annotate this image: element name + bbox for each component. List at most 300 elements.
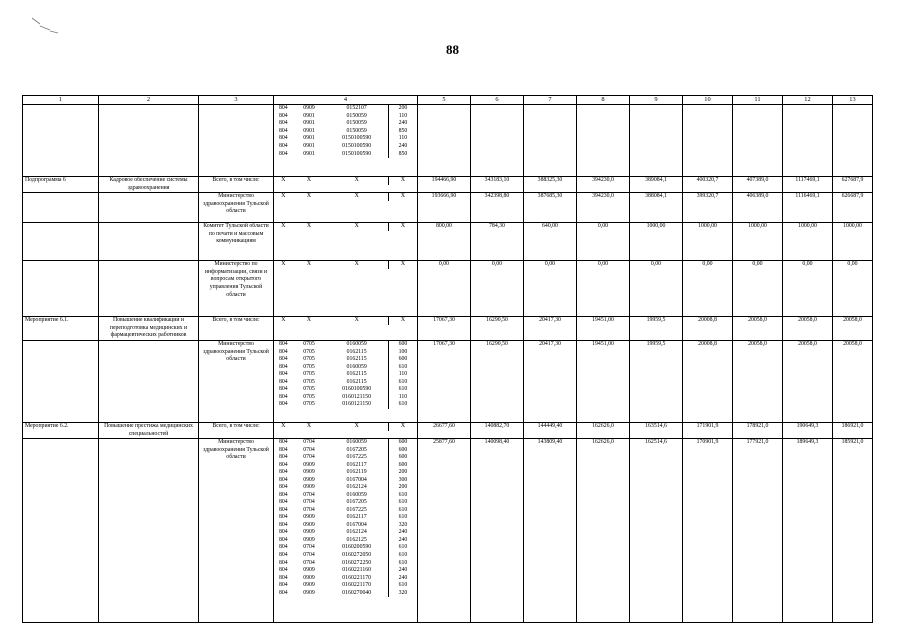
executor-cell: Комитет Тульской области по печати и массовым коммуникациям — [199, 223, 274, 261]
budget-code-row — [274, 317, 417, 325]
amount-cell: 0,00 — [783, 261, 833, 317]
budget-code-part: 804 — [278, 150, 288, 157]
column-header: 3 — [199, 96, 274, 105]
amount-cell: 343183,10 — [471, 177, 524, 193]
budget-code-part: 0160059 — [346, 439, 367, 446]
budget-code-part: 610 — [388, 386, 417, 394]
amount-cell: 394230,0 — [577, 193, 630, 223]
amount-cell: 162626,0 — [577, 439, 630, 623]
budget-code-row — [274, 177, 417, 185]
amount-cell: 193666,90 — [418, 193, 471, 223]
budget-code-row — [274, 537, 417, 545]
column-header: 4 — [274, 96, 418, 105]
budget-code-part: 240 — [388, 537, 417, 545]
budget-code-part: 0150100590 — [342, 142, 372, 149]
table-row — [23, 422, 873, 438]
amount-cell — [524, 105, 577, 177]
budget-code-part: 610 — [388, 582, 417, 590]
amount-cell: 19959,5 — [630, 317, 683, 341]
budget-code-part: 804 — [278, 127, 288, 134]
column-header: 12 — [783, 96, 833, 105]
amount-cell: 20008,8 — [683, 317, 733, 341]
column-header: 2 — [99, 96, 199, 105]
budget-code-part: 110 — [388, 135, 417, 143]
amount-cell: 144449,40 — [524, 422, 577, 438]
budget-code-part: 610 — [388, 544, 417, 552]
table-row — [23, 105, 873, 177]
budget-code-row — [274, 507, 417, 515]
column-header: 1 — [23, 96, 99, 105]
budget-code-part: 600 — [388, 356, 417, 364]
budget-code-row — [274, 349, 417, 357]
budget-code-part: 0901 — [303, 112, 315, 119]
program-cell — [23, 223, 99, 261]
program-cell — [23, 439, 99, 623]
budget-code-row — [274, 575, 417, 583]
amount-cell: 20417,30 — [524, 317, 577, 341]
amount-cell: 800,00 — [418, 223, 471, 261]
budget-code-part: 0901 — [303, 135, 315, 142]
table-body — [23, 105, 873, 623]
budget-code-part: 850 — [388, 128, 417, 136]
amount-cell: 399320,7 — [683, 193, 733, 223]
budget-code-part: 0150100590 — [342, 135, 372, 142]
amount-cell: 0,00 — [733, 261, 783, 317]
budget-code-part: 0150100590 — [342, 150, 372, 157]
budget-code-part: 804 — [278, 142, 288, 149]
column-header: 5 — [418, 96, 471, 105]
amount-cell: 20008,8 — [683, 340, 733, 422]
amount-cell: 170901,9 — [683, 439, 733, 623]
amount-cell: 1000,00 — [683, 223, 733, 261]
budget-code-row — [274, 462, 417, 470]
budget-code-part: 804 — [278, 552, 288, 559]
page-number: 88 — [446, 42, 459, 57]
budget-code-part: 804 — [278, 491, 288, 498]
budget-code-row — [274, 151, 417, 159]
budget-code-part: 804 — [278, 363, 288, 370]
scan-artifact-mark — [30, 14, 60, 36]
title-cell — [99, 340, 199, 422]
budget-code-part: 0909 — [303, 567, 315, 574]
budget-table — [22, 95, 873, 623]
amount-cell — [418, 105, 471, 177]
amount-cell: 1000,00 — [783, 223, 833, 261]
budget-codes-list — [274, 341, 417, 409]
budget-code-part: 804 — [278, 469, 288, 476]
program-cell: Мероприятие 6.2. — [23, 422, 99, 438]
budget-code-part: X — [281, 223, 286, 230]
budget-code-row — [274, 128, 417, 136]
budget-code-part: 610 — [388, 364, 417, 372]
budget-code-row — [274, 341, 417, 349]
executor-cell: Министерство здравоохранения Тульской области — [199, 439, 274, 623]
amount-cell: 1117469,1 — [783, 177, 833, 193]
budget-code-part: 240 — [388, 575, 417, 583]
budget-code-part: X — [306, 193, 312, 200]
budget-code-part: X — [306, 317, 312, 324]
budget-code-part: 600 — [388, 447, 417, 455]
budget-code-part: 320 — [388, 590, 417, 598]
budget-code-part: 0160221170 — [342, 582, 372, 589]
budget-code-row — [274, 582, 417, 590]
budget-code-part: 200 — [388, 105, 417, 113]
budget-code-part: 0909 — [303, 484, 315, 491]
budget-code-part: 0901 — [303, 150, 315, 157]
budget-codes-list — [274, 177, 417, 185]
title-cell: Кадровое обеспечение системы здравоохранения — [99, 177, 199, 193]
budget-code-part: 0909 — [303, 589, 315, 596]
budget-codes-cell — [274, 105, 418, 177]
budget-code-row — [274, 499, 417, 507]
budget-code-part: 804 — [278, 514, 288, 521]
budget-code-part: 0909 — [303, 514, 315, 521]
budget-code-part: 200 — [388, 469, 417, 477]
amount-cell: 26677,60 — [418, 422, 471, 438]
budget-code-row — [274, 544, 417, 552]
budget-code-part: 804 — [278, 536, 288, 543]
budget-code-part: 0162115 — [346, 378, 367, 385]
column-header: 10 — [683, 96, 733, 105]
budget-code-part: X — [306, 177, 312, 184]
column-header: 6 — [471, 96, 524, 105]
budget-code-part: 240 — [388, 120, 417, 128]
amount-cell: 0,00 — [683, 261, 733, 317]
budget-code-part: 0167205 — [346, 446, 367, 453]
budget-code-part: 804 — [278, 446, 288, 453]
amount-cell: 16290,50 — [471, 340, 524, 422]
budget-code-part: 0160059 — [346, 491, 367, 498]
amount-cell: 407389,0 — [733, 177, 783, 193]
amount-cell: 19451,00 — [577, 317, 630, 341]
executor-cell: Министерство по информатизации, связи и вопросам открытого управления Тульской области — [199, 261, 274, 317]
budget-code-part: 0705 — [303, 378, 315, 385]
budget-code-row — [274, 356, 417, 364]
amount-cell: 171901,9 — [683, 422, 733, 438]
budget-code-part: 610 — [388, 507, 417, 515]
budget-code-part: 0160272050 — [342, 552, 372, 559]
amount-cell — [733, 105, 783, 177]
amount-cell: 0,00 — [833, 261, 873, 317]
budget-code-part: 610 — [388, 552, 417, 560]
budget-code-part: 0909 — [303, 105, 315, 112]
amount-cell: 189649,3 — [783, 439, 833, 623]
executor-cell: Всего, в том числе: — [199, 422, 274, 438]
budget-code-part: 804 — [278, 135, 288, 142]
budget-codes-cell — [274, 340, 418, 422]
executor-cell: Министерство здравоохранения Тульской области — [199, 193, 274, 223]
table-row — [23, 193, 873, 223]
budget-code-part: 850 — [388, 151, 417, 159]
amount-cell: 178921,0 — [733, 422, 783, 438]
budget-code-row — [274, 469, 417, 477]
budget-code-part: X — [388, 317, 417, 325]
amount-cell: 20058,0 — [783, 317, 833, 341]
budget-code-row — [274, 371, 417, 379]
amount-cell: 20058,0 — [833, 340, 873, 422]
budget-code-part: 0909 — [303, 574, 315, 581]
amount-cell: 25877,60 — [418, 439, 471, 623]
budget-code-part: 0160221170 — [342, 574, 372, 581]
budget-code-row — [274, 477, 417, 485]
budget-codes-cell — [274, 261, 418, 317]
budget-code-part: 0160200590 — [342, 544, 372, 551]
budget-code-part: X — [354, 422, 359, 429]
amount-cell: 626687,9 — [833, 193, 873, 223]
budget-codes-list — [274, 423, 417, 431]
program-cell — [23, 261, 99, 317]
budget-code-part: 804 — [278, 112, 288, 119]
program-cell — [23, 340, 99, 422]
amount-cell: 17067,30 — [418, 317, 471, 341]
amount-cell: 20417,30 — [524, 340, 577, 422]
budget-code-part: X — [306, 422, 312, 429]
amount-cell: 163514,6 — [630, 422, 683, 438]
budget-code-row — [274, 590, 417, 598]
amount-cell: 194466,90 — [418, 177, 471, 193]
budget-code-part: 0162115 — [346, 356, 367, 363]
amount-cell: 0,00 — [418, 261, 471, 317]
budget-codes-list — [274, 261, 417, 269]
budget-code-part: 0160121150 — [342, 393, 372, 400]
budget-code-part: 804 — [278, 589, 288, 596]
column-header: 13 — [833, 96, 873, 105]
budget-code-part: 0909 — [303, 476, 315, 483]
budget-code-part: 804 — [278, 439, 288, 446]
budget-code-part: 804 — [278, 371, 288, 378]
budget-code-part: 0167205 — [346, 499, 367, 506]
budget-code-part: 0704 — [303, 544, 315, 551]
budget-code-row — [274, 514, 417, 522]
amount-cell: 394230,0 — [577, 177, 630, 193]
budget-code-part: X — [281, 177, 286, 184]
budget-code-part: 0704 — [303, 552, 315, 559]
budget-code-part: 0909 — [303, 536, 315, 543]
executor-cell: Всего, в том числе: — [199, 317, 274, 341]
executor-cell — [199, 105, 274, 177]
amount-cell: 640,00 — [524, 223, 577, 261]
budget-code-part: 0704 — [303, 454, 315, 461]
amount-cell: 388084,1 — [630, 193, 683, 223]
budget-code-part: 0704 — [303, 499, 315, 506]
budget-code-part: 0160100590 — [342, 386, 372, 393]
budget-code-part: X — [281, 317, 286, 324]
budget-code-part: 0909 — [303, 461, 315, 468]
budget-code-row — [274, 423, 417, 431]
budget-code-part: 0160121150 — [342, 401, 372, 408]
budget-code-part: X — [354, 177, 359, 184]
budget-code-part: 804 — [278, 393, 288, 400]
budget-code-part: 610 — [388, 560, 417, 568]
table-row — [23, 439, 873, 623]
budget-codes-cell — [274, 317, 418, 341]
budget-code-row — [274, 135, 417, 143]
title-cell — [99, 261, 199, 317]
budget-code-part: 0704 — [303, 559, 315, 566]
budget-code-part: 804 — [278, 454, 288, 461]
amount-cell — [783, 105, 833, 177]
program-cell: Подпрограмма 6 — [23, 177, 99, 193]
budget-code-part: 600 — [388, 439, 417, 447]
amount-cell: 0,00 — [577, 261, 630, 317]
budget-code-part: 804 — [278, 499, 288, 506]
amount-cell — [683, 105, 733, 177]
budget-codes-cell — [274, 422, 418, 438]
budget-code-row — [274, 113, 417, 121]
budget-code-row — [274, 560, 417, 568]
budget-code-row — [274, 492, 417, 500]
budget-code-part: 110 — [388, 394, 417, 402]
amount-cell: 162626,0 — [577, 422, 630, 438]
budget-code-part: 804 — [278, 378, 288, 385]
budget-code-part: 600 — [388, 454, 417, 462]
budget-code-part: 600 — [388, 341, 417, 349]
amount-cell: 185921,0 — [833, 439, 873, 623]
amount-cell: 627687,9 — [833, 177, 873, 193]
budget-code-part: 804 — [278, 120, 288, 127]
amount-cell: 388325,30 — [524, 177, 577, 193]
budget-code-part: 0705 — [303, 371, 315, 378]
budget-code-part: 0705 — [303, 363, 315, 370]
budget-code-part: 0705 — [303, 386, 315, 393]
budget-code-part: 0162125 — [346, 536, 367, 543]
program-cell — [23, 105, 99, 177]
budget-code-part: 0160272250 — [342, 559, 372, 566]
budget-code-part: 110 — [388, 371, 417, 379]
budget-code-part: 0162124 — [346, 529, 367, 536]
budget-code-part: X — [354, 223, 359, 230]
budget-code-part: 804 — [278, 544, 288, 551]
budget-codes-cell — [274, 177, 418, 193]
budget-code-row — [274, 143, 417, 151]
budget-code-part: 0162117 — [346, 461, 367, 468]
table-row — [23, 177, 873, 193]
budget-code-part: 804 — [278, 461, 288, 468]
budget-code-part: X — [388, 177, 417, 185]
budget-code-part: 804 — [278, 506, 288, 513]
budget-code-part: 0162124 — [346, 484, 367, 491]
budget-code-row — [274, 394, 417, 402]
budget-code-row — [274, 364, 417, 372]
budget-code-part: 0705 — [303, 348, 315, 355]
budget-code-part: 0160059 — [346, 363, 367, 370]
amount-cell: 190649,3 — [783, 422, 833, 438]
budget-codes-list — [274, 105, 417, 158]
budget-code-row — [274, 529, 417, 537]
budget-code-part: 240 — [388, 567, 417, 575]
budget-code-part: 804 — [278, 567, 288, 574]
budget-code-part: 804 — [278, 386, 288, 393]
budget-codes-cell — [274, 439, 418, 623]
budget-code-part: 610 — [388, 401, 417, 409]
title-cell — [99, 223, 199, 261]
budget-codes-list — [274, 193, 417, 201]
budget-code-part: 804 — [278, 574, 288, 581]
budget-code-part: 0150059 — [346, 112, 367, 119]
table-row — [23, 261, 873, 317]
budget-code-part: 0150059 — [346, 127, 367, 134]
amount-cell: 406389,0 — [733, 193, 783, 223]
column-header: 8 — [577, 96, 630, 105]
budget-code-part: 0704 — [303, 491, 315, 498]
budget-code-part: 610 — [388, 379, 417, 387]
budget-code-part: 0901 — [303, 120, 315, 127]
amount-cell: 784,30 — [471, 223, 524, 261]
amount-cell: 387685,30 — [524, 193, 577, 223]
budget-code-part: 804 — [278, 348, 288, 355]
budget-codes-cell — [274, 223, 418, 261]
budget-code-row — [274, 567, 417, 575]
budget-code-part: 0162117 — [346, 514, 367, 521]
executor-cell: Всего, в том числе: — [199, 177, 274, 193]
budget-code-part: 0704 — [303, 506, 315, 513]
amount-cell — [833, 105, 873, 177]
budget-code-part: 804 — [278, 582, 288, 589]
budget-code-part: X — [388, 223, 417, 231]
amount-cell: 0,00 — [630, 261, 683, 317]
budget-codes-list — [274, 439, 417, 597]
amount-cell: 143809,40 — [524, 439, 577, 623]
budget-codes-cell — [274, 193, 418, 223]
budget-code-part: 804 — [278, 401, 288, 408]
budget-code-part: 804 — [278, 484, 288, 491]
amount-cell: 20058,0 — [733, 317, 783, 341]
table-row — [23, 317, 873, 341]
budget-code-part: 200 — [388, 484, 417, 492]
amount-cell: 17067,30 — [418, 340, 471, 422]
budget-code-row — [274, 454, 417, 462]
budget-code-part: 0909 — [303, 469, 315, 476]
budget-code-part: 0704 — [303, 446, 315, 453]
budget-code-part: X — [281, 422, 286, 429]
budget-code-part: X — [306, 223, 312, 230]
column-header: 11 — [733, 96, 783, 105]
budget-code-part: 610 — [388, 499, 417, 507]
amount-cell: 20058,0 — [733, 340, 783, 422]
budget-code-part: X — [281, 193, 286, 200]
budget-code-part: 0167225 — [346, 454, 367, 461]
budget-code-part: 0167004 — [346, 476, 367, 483]
budget-code-part: 240 — [388, 143, 417, 151]
header-row — [23, 96, 873, 105]
budget-code-part: 804 — [278, 105, 288, 112]
budget-code-part: 804 — [278, 476, 288, 483]
amount-cell: 19451,00 — [577, 340, 630, 422]
amount-cell: 0,00 — [577, 223, 630, 261]
budget-code-row — [274, 379, 417, 387]
amount-cell: 0,00 — [471, 261, 524, 317]
budget-code-part: 600 — [388, 462, 417, 470]
budget-code-part: 0160059 — [346, 340, 367, 347]
amount-cell: 140882,70 — [471, 422, 524, 438]
amount-cell — [471, 105, 524, 177]
amount-cell: 177921,0 — [733, 439, 783, 623]
budget-code-part: 0901 — [303, 142, 315, 149]
budget-code-part: 610 — [388, 492, 417, 500]
budget-code-part: 610 — [388, 514, 417, 522]
column-header: 7 — [524, 96, 577, 105]
budget-code-part: 0150059 — [346, 120, 367, 127]
budget-code-part: 0160221160 — [342, 567, 372, 574]
budget-code-row — [274, 120, 417, 128]
budget-code-part: X — [354, 193, 359, 200]
amount-cell: 1116469,1 — [783, 193, 833, 223]
amount-cell: 16290,50 — [471, 317, 524, 341]
budget-code-part: X — [354, 317, 359, 324]
budget-codes-list — [274, 223, 417, 231]
budget-code-part: 804 — [278, 521, 288, 528]
amount-cell: 400320,7 — [683, 177, 733, 193]
